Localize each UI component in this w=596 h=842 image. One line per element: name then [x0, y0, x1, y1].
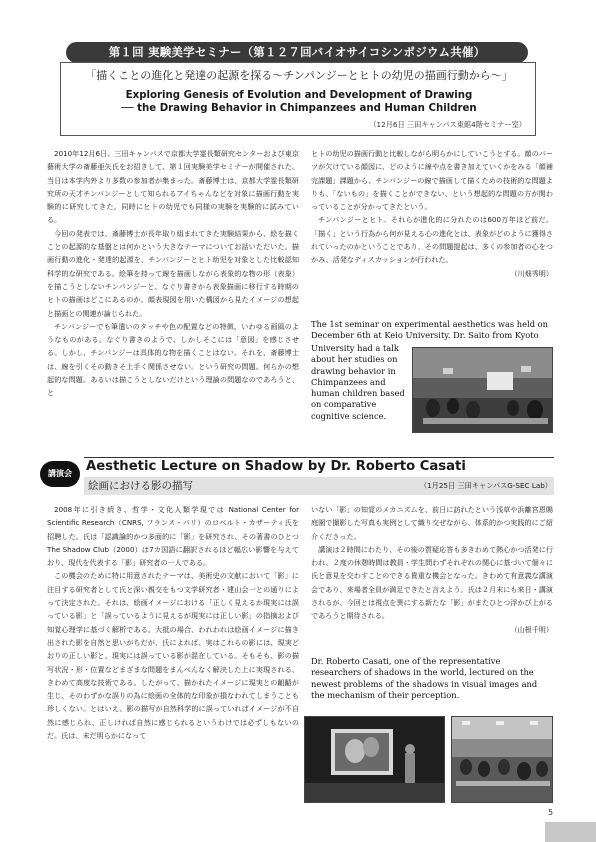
lecture-badge: 講演会	[40, 461, 80, 487]
article-paragraph: チンパンジーでも筆遣いのタッチや色の配置などの特徴、いわゆる画風のようなものがある。なぐり書きのようで、しかしそこには「意図」を感じさせる。しかし、チンパンジーは具体的な物を描くことはない。それを、斎藤博士は、線を引くその動きそ上手く関係させない。という研究の問題。何らかの想起的な問題。あるいは描こうとしないだけという理論の問題なのであろうと、と	[47, 321, 299, 398]
seminar-title-en-line2: ── the Drawing Behavior in Chimpanzees and Human Children	[121, 103, 477, 114]
seminar-room-image	[413, 348, 553, 433]
page-edge-tab	[545, 822, 596, 842]
seminar-english-summary-wrap: University had a talk about her studies on drawing behavior in Chimpanzees and human children based on comparative cognitive science.	[311, 343, 405, 421]
article-paragraph: いない「影」の知覚のメカニズムを、前日に訪れたという浅草や浜離宮恩賜庭園で撮影した写真も実例として織り交ぜながら、体系的かつ実践的にご紹介くださった。	[311, 505, 553, 541]
seminar-banner: 第１回 実験美学セミナー（第１２７回バイオサイコシンポジウム共催）	[66, 42, 528, 63]
lecture-photo-speaker	[304, 716, 445, 803]
page-number: 5	[548, 808, 554, 817]
seminar-english-summary-top: The 1st seminar on experimental aesthetics was held on December 6th at Keio University. Dr. Saito from Kyoto	[311, 319, 548, 341]
lecture-english-summary: Dr. Roberto Casati, one of the representative researchers of shadows in the world, lectured on the newest problems of the shadows in visual images and the mechanism of their perception.	[311, 656, 538, 700]
author-signature: （山根千明）	[510, 624, 553, 634]
article-paragraph: ヒトの幼児の描画行動と比較しながら明らかにしていこうとする。顔のパーツが欠けている顔図に、どのように線や点を書き加えていくかをみる「顔補完課題」課題から、チンパンジーの線で描画して描くための技術的な問題よりも、「ないもの」を描くことができない、という想起的な問題の方が関わっていることが分かってきたという。	[311, 149, 553, 212]
article-paragraph: この機会のために特に用意されたテーマは、美術史の文献において「影」に注目する研究者として氏と深い親交をもつ文学研究者・建山会一との通りによって決定された。それは、絵画イメージにおける「正しく見えるか現実には誤っている影」と「誤っているように見えるが現実には正しい影」の指摘および知覚心理学に基づく解析である。大抵の場合、われわれは絵画イメージに描き出された影を自然と思いがちだが、氏によれば、実はこれらの影には、現実どおりの正しい影と、現実には誤っている影が混在している。そもそも、影の描写状況・形・位置などまざまな問題をまんべんなく解決した上に実現される、きわめて高度な技術である。したがって、描かれたイメージに現実との齟齬が生じ、そのわずかな誤りの為に絵画の全体的な印象が損なわれてしまうことも珍しくない。とはいえ、影の描写が自然科学的に誤っていればイメージが不自然に感じられ、正しければ自然に感じられるというわけでは必ずしもないのだ。氏は、未だ明らかになって	[47, 571, 299, 741]
lecture-article-right-column	[311, 503, 553, 651]
seminar-article-left-column	[47, 147, 299, 447]
lecture-title-en: Aesthetic Lecture on Shadow by Dr. Roberto Casati	[86, 459, 466, 474]
seminar-title-jp: 「描くことの進化と発達の起源を探る～チンパンジーとヒトの幼児の描画行動から～」	[85, 69, 513, 82]
lecture-date-venue: （1月25日 三田キャンパスG-SEC Lab）	[419, 481, 552, 490]
lecture-audience-image	[452, 717, 553, 803]
seminar-title-en	[64, 89, 534, 115]
lecture-title-jp: 絵画における影の描写	[88, 480, 193, 492]
seminar-title-en-line1: Exploring Genesis of Evolution and Development of Drawing	[125, 90, 473, 101]
seminar-date-venue: （12月6日 三田キャンパス東館4階セミナー室）	[369, 120, 526, 129]
article-paragraph: 講演は２時間にわたり、その後の質疑応答も多きわめて熱心かつ活発に行われ、２度の休憩時間は教員・学生問わずそれぞれの関心に基づいて個々に氏と意見を交わすことのできる貴重な機会となった。きわめて有意義な講演会であり、来場者全員が満足できたと言えよう。氏は２月末にも来日・講演されるが、今回とは視点を異にする新たな「影」がまたひとつ浮かび上がるであろうと期待される。	[311, 544, 553, 621]
author-signature: （川畑秀明）	[510, 268, 553, 278]
seminar-photo	[412, 347, 553, 433]
article-paragraph: チンパンジーとヒト。それらが進化的に分れたのは600万年ほど前だ。「描く」という行為から何が見える心の進化とは、表象がどのように獲得されていったのかということであり、その問題提起は、多くの参加者の心をつかみ、活発なディスカッションが行われた。	[311, 215, 553, 265]
lecture-article-left-column	[47, 503, 299, 803]
article-paragraph: 2008年に引き続き、哲学・文化人類学現では National Center for Scientific Research（CNRS, フランス・パリ）のロベルト・カザーティ氏を招聘した。氏は「認識論的かつ多面的に「影」を研究され、その著書のひとつ The Shadow Club（2000）は7カ国語に翻訳されるほど幅広い影響を与えており、現代を代表する「影」研究者の一人である。	[47, 505, 299, 568]
article-paragraph: 今回の発表では、斎藤博士が長年取り組まれてきた実験結果から、絵を描くことの起源的な基盤とは何かという大きなテーマについてお話いただいた。描画行動の進化・発達的起源を、チンパンジーとヒト幼児を対象とした比較認知科学的な研究である。絵筆を持って線を描画しながら表象的な物の形（表象）を描こうとしないチンパンジーと、なぐり書きから表象描画に移行する時期のヒトの描画はどこにあるのか。顔表現図を用いた構図から見たイメージの想起と描画との関連が論じられた。	[47, 228, 299, 318]
article-paragraph: 2010年12月6日、三田キャンパスで京都大学霊長類研究センターおよび東京藝術大学の斎藤亜矢氏をお招きして、第１回実験美学セミナーが開催された。当日は本学内外より多数の参加者が集まった。斎藤博士は、京都大学霊長類研究所の天才チンパンジーとして知られるアイちゃんなどを対象に描画行動を実験的に研究してきた。同時にヒトの幼児でも同様の実験を実験的に試みている。	[47, 149, 299, 225]
lecture-photo-audience	[451, 716, 553, 803]
lecture-speaker-image	[305, 717, 445, 803]
seminar-article-right-column	[311, 147, 553, 307]
